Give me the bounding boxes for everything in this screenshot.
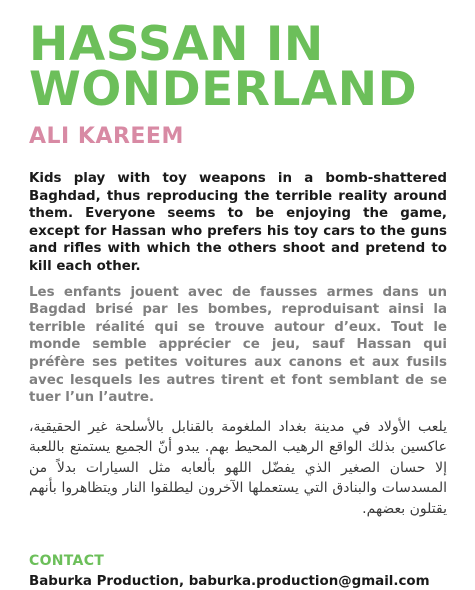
synopsis-arabic: يلعب الأولاد في مدينة بغداد الملغومة بالقنابل بالأسلحة غير الحقيقية، عاكسين بذلك الواقع الرهيب المحيط بهم. يبدو أنّ الجميع يستمتع باللعبة إلا حسان الصغير الذي يفضّل اللهو بألعابه مثل السيارات بدلاً من المسدسات والبنادق التي يستعملها الآخرون ليطلقوا النار ويتظاهروا بأنهم يقتلون بعضهم.: [29, 418, 447, 517]
contact-heading: CONTACT: [29, 553, 105, 570]
contact-details: Baburka Production, baburka.production@gmail.com: [29, 574, 430, 590]
synopsis-french: Les enfants jouent avec de fausses armes dans un Bagdad brisé par les bombes, reproduisant ainsi la terrible réalité qui se trouve autour d’eux. Tout le monde semble apprécier ce jeu, sauf Hassan qui préfère ses petites voitures aux canons et aux fusils avec lesquels les autres tirent et font semblant de se tuer l’un l’autre.: [29, 284, 447, 406]
film-author: ALI KAREEM: [29, 124, 184, 149]
film-info-page: [29, 17, 447, 590]
film-title: HASSAN IN WONDERLAND: [29, 17, 418, 117]
synopsis-english: Kids play with toy weapons in a bomb-shattered Baghdad, thus reproducing the terrible reality around them. Everyone seems to be enjoying the game, except for Hassan who prefers his toy cars to the guns and rifles with which the others shoot and pretend to kill each other.: [29, 171, 447, 274]
